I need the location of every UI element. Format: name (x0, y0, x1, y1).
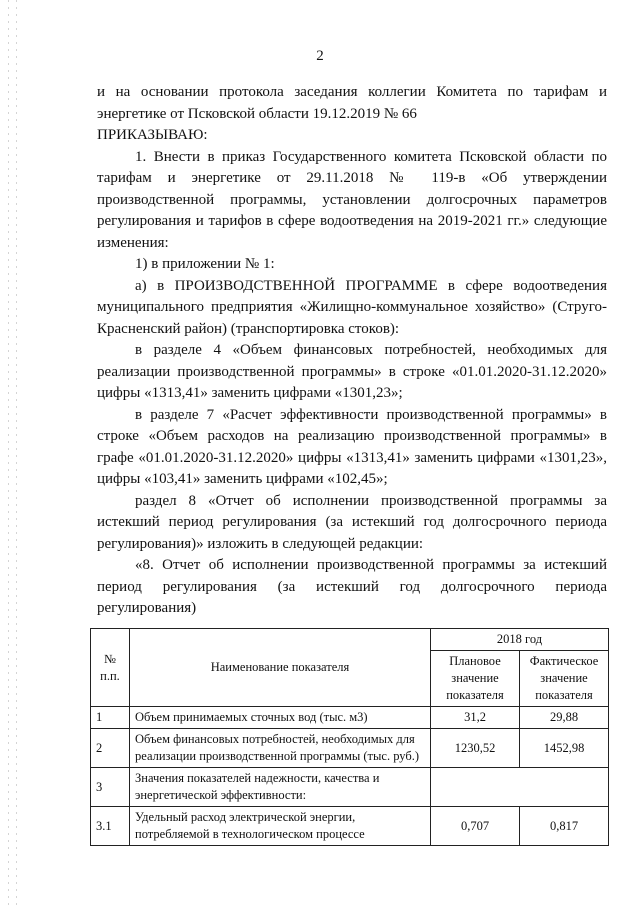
paragraph: и на основании протокола заседания коллегии Комитета по тарифам и энергетике от Псковской области 19.12.2019 № 66 (97, 84, 607, 122)
document-body (97, 82, 607, 620)
paragraph: раздел 8 «Отчет об исполнении производственной программы за истекший период регулирования (за истекший год долгосрочного периода регулирования)» изложить в следующей редакции: (97, 492, 607, 552)
row-name: Объем финансовых потребностей, необходимых для реализации производственной программы (тыс. руб.) (130, 729, 431, 768)
paragraph: 1. Внести в приказ Государственного комитета Псковской области по тарифам и энергетике от 29.11.2018 № 119-в «Об утверждении производственной программы, установлении долгосрочных параметров регулирования и тарифов в сфере водоотведения на 2019-2021 гг.» следующие изменения: (97, 148, 607, 251)
paragraph: в разделе 4 «Объем финансовых потребностей, необходимых для реализации производственной программы» в строке «01.01.2020-31.12.2020» цифры «1313,41» заменить цифрами «1301,23»; (97, 342, 607, 401)
row-values-empty (431, 768, 609, 807)
row-fact: 29,88 (520, 707, 609, 729)
header-name: Наименование показателя (130, 629, 431, 707)
row-num: 2 (91, 729, 130, 768)
table-row (91, 807, 609, 846)
row-plan: 1230,52 (431, 729, 520, 768)
row-plan: 0,707 (431, 807, 520, 846)
row-fact: 1452,98 (520, 729, 609, 768)
header-num: № п.п. (91, 629, 130, 707)
header-fact: Фактическое значение показателя (520, 651, 609, 707)
report-table (90, 628, 609, 846)
row-plan: 31,2 (431, 707, 520, 729)
table-header-row (91, 629, 609, 651)
row-num: 3.1 (91, 807, 130, 846)
paragraph: ПРИКАЗЫВАЮ: (97, 127, 208, 143)
paragraph: 1) в приложении № 1: (135, 256, 275, 272)
scan-edge-artifact (16, 0, 17, 905)
page-number: 2 (316, 48, 324, 64)
row-num: 1 (91, 707, 130, 729)
header-year: 2018 год (431, 629, 609, 651)
table-row (91, 768, 609, 807)
scan-edge-artifact (8, 0, 9, 905)
row-fact: 0,817 (520, 807, 609, 846)
row-num: 3 (91, 768, 130, 807)
table-row (91, 707, 609, 729)
row-name: Значения показателей надежности, качества и энергетической эффективности: (130, 768, 431, 807)
paragraph: «8. Отчет об исполнении производственной программы за истекший период регулирования (за истекший год долгосрочного периода регулирования) (97, 557, 607, 616)
row-name: Удельный расход электрической энергии, потребляемой в технологическом процессе (130, 807, 431, 846)
header-plan: Плановое значение показателя (431, 651, 520, 707)
paragraph: а) в ПРОИЗВОДСТВЕННОЙ ПРОГРАММЕ в сфере водоотведения муниципального предприятия «Жилищно-коммунальное хозяйство» (Струго-Красненский район) (транспортировка стоков): (97, 277, 607, 337)
table-row (91, 729, 609, 768)
paragraph: в разделе 7 «Расчет эффективности производственной программы» в строке «Объем расходов на реализацию производственной программы» в графе «01.01.2020-31.12.2020» цифры «1313,41» заменить цифрами «1301,23», цифры «103,41» заменить цифрами «102,45»; (97, 406, 607, 487)
row-name: Объем принимаемых сточных вод (тыс. м3) (130, 707, 431, 729)
